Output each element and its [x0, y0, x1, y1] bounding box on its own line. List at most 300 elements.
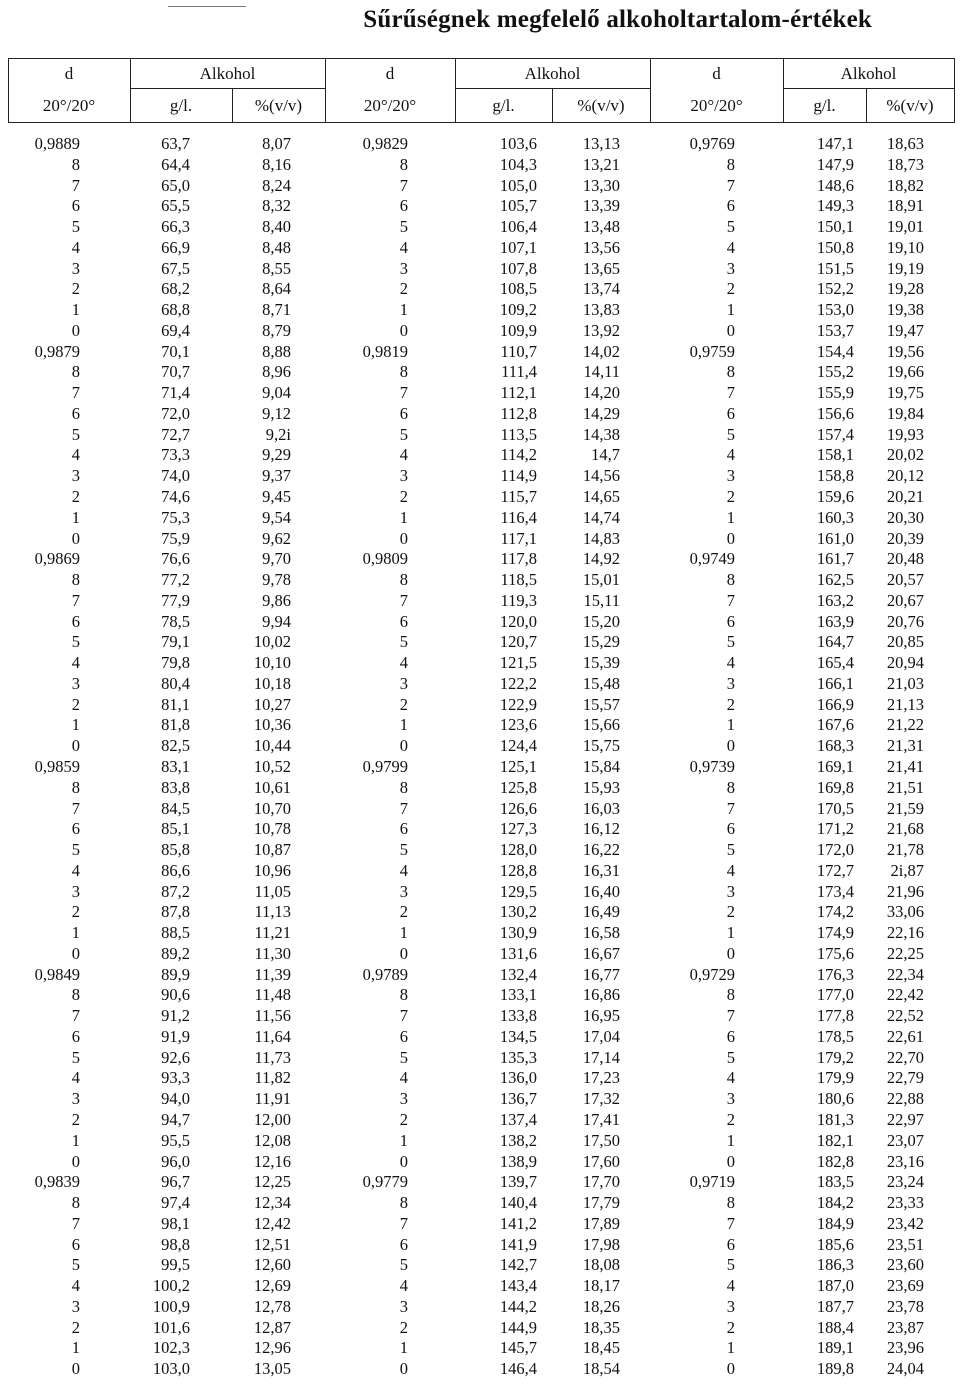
alcohol-gl-cell: 63,7 — [161, 134, 190, 153]
alcohol-gl-cell: 166,9 — [816, 694, 854, 714]
table-row — [0, 1255, 960, 1276]
alcohol-pct-cell: 10,36 — [253, 715, 291, 735]
alcohol-gl-cell: 97,4 — [161, 1193, 190, 1213]
density-cell: 2 — [399, 487, 408, 507]
alcohol-pct-cell: 18,08 — [582, 1255, 620, 1275]
alcohol-pct-cell: 18,17 — [582, 1276, 620, 1296]
table-row — [0, 425, 960, 446]
density-cell: 6 — [399, 403, 408, 423]
density-cell: 8 — [71, 985, 80, 1005]
table-row — [0, 549, 960, 570]
density-cell: 0 — [71, 943, 80, 963]
alcohol-gl-cell: 88,5 — [161, 923, 190, 943]
alcohol-pct-cell: 8,79 — [262, 320, 291, 340]
alcohol-pct-cell: 9,86 — [262, 590, 291, 610]
alcohol-gl-cell: 109,9 — [499, 320, 537, 340]
density-cell: 2 — [726, 1109, 735, 1129]
alcohol-pct-cell: 18,63 — [886, 134, 924, 153]
alcohol-pct-cell: 21,41 — [886, 756, 924, 776]
alcohol-pct-cell: 10,27 — [253, 694, 291, 714]
density-cell: 4 — [399, 445, 408, 465]
alcohol-pct-cell: 12,00 — [253, 1109, 291, 1129]
alcohol-pct-cell: 23,69 — [886, 1276, 924, 1296]
alcohol-pct-cell: 17,89 — [582, 1213, 620, 1233]
alcohol-pct-cell: 11,73 — [254, 1047, 291, 1067]
alcohol-pct-cell: 14,11 — [583, 362, 620, 382]
density-cell: 1 — [399, 923, 408, 943]
density-cell: 8 — [71, 777, 80, 797]
alcohol-gl-cell: 128,8 — [499, 860, 537, 880]
alcohol-pct-cell: 17,23 — [582, 1068, 620, 1088]
density-cell: 1 — [71, 923, 80, 943]
alcohol-pct-cell: 15,20 — [582, 611, 620, 631]
alcohol-pct-cell: 8,96 — [262, 362, 291, 382]
alcohol-gl-cell: 68,2 — [161, 279, 190, 299]
alcohol-pct-cell: 23,51 — [886, 1234, 924, 1254]
density-cell: 1 — [71, 507, 80, 527]
alcohol-pct-cell: 9,45 — [262, 487, 291, 507]
alcohol-pct-cell: 9,2i — [265, 424, 291, 444]
alcohol-gl-cell: 75,9 — [161, 528, 190, 548]
alcohol-gl-cell: 133,1 — [499, 985, 537, 1005]
density-cell: 8 — [399, 154, 408, 174]
density-cell: 0 — [726, 528, 735, 548]
alcohol-pct-cell: 19,10 — [886, 237, 924, 257]
density-cell: 8 — [726, 1193, 735, 1213]
alcohol-pct-cell: 14,92 — [582, 549, 620, 569]
density-cell: 1 — [71, 715, 80, 735]
alcohol-gl-cell: 168,3 — [816, 736, 854, 756]
header-d-3: d — [712, 64, 721, 83]
density-cell: 5 — [726, 217, 735, 237]
alcohol-pct-cell: 14,02 — [582, 341, 620, 361]
density-cell: 7 — [71, 383, 80, 403]
alcohol-pct-cell: 10,18 — [253, 673, 291, 693]
density-cell: 7 — [726, 175, 735, 195]
alcohol-pct-cell: 22,34 — [886, 964, 924, 984]
alcohol-pct-cell: 14,56 — [582, 466, 620, 486]
alcohol-pct-cell: 11,39 — [254, 964, 291, 984]
table-row — [0, 487, 960, 508]
density-cell: 0 — [399, 943, 408, 963]
alcohol-pct-cell: 20,02 — [886, 445, 924, 465]
density-cell: 5 — [71, 1047, 80, 1067]
density-cell: 8 — [726, 985, 735, 1005]
density-cell: 3 — [399, 258, 408, 278]
alcohol-gl-cell: 80,4 — [161, 673, 190, 693]
density-cell: 5 — [726, 632, 735, 652]
alcohol-gl-cell: 117,8 — [500, 549, 537, 569]
alcohol-gl-cell: 184,9 — [816, 1213, 854, 1233]
alcohol-gl-cell: 162,5 — [816, 570, 854, 590]
alcohol-pct-cell: 20,21 — [886, 487, 924, 507]
alcohol-pct-cell: 18,91 — [886, 196, 924, 216]
alcohol-pct-cell: 10,10 — [253, 653, 291, 673]
density-cell: 0,9849 — [34, 964, 80, 984]
table-row — [0, 902, 960, 923]
alcohol-gl-cell: 152,2 — [816, 279, 854, 299]
density-cell: 5 — [726, 840, 735, 860]
alcohol-pct-cell: 21,51 — [886, 777, 924, 797]
table-row — [0, 1089, 960, 1110]
alcohol-pct-cell: 8,32 — [262, 196, 291, 216]
alcohol-pct-cell: 12,42 — [253, 1213, 291, 1233]
alcohol-gl-cell: 96,7 — [161, 1172, 190, 1192]
alcohol-pct-cell: 16,49 — [582, 902, 620, 922]
density-cell: 5 — [71, 632, 80, 652]
alcohol-pct-cell: 14,65 — [582, 487, 620, 507]
alcohol-gl-cell: 189,8 — [816, 1359, 854, 1379]
table-row — [0, 1152, 960, 1173]
alcohol-pct-cell: 16,77 — [582, 964, 620, 984]
density-cell: 0 — [726, 1359, 735, 1379]
alcohol-pct-cell: 13,74 — [582, 279, 620, 299]
alcohol-gl-cell: 71,4 — [161, 383, 190, 403]
alcohol-gl-cell: 155,9 — [816, 383, 854, 403]
alcohol-gl-cell: 146,4 — [499, 1359, 537, 1379]
table-row — [0, 591, 960, 612]
density-cell: 3 — [399, 673, 408, 693]
table-row — [0, 840, 960, 861]
alcohol-pct-cell: 23,96 — [886, 1338, 924, 1358]
alcohol-pct-cell: 20,48 — [886, 549, 924, 569]
alcohol-pct-cell: 15,29 — [582, 632, 620, 652]
alcohol-gl-cell: 177,0 — [816, 985, 854, 1005]
table-row — [0, 445, 960, 466]
alcohol-gl-cell: 134,5 — [499, 1026, 537, 1046]
density-cell: 3 — [71, 258, 80, 278]
alcohol-gl-cell: 179,2 — [816, 1047, 854, 1067]
density-cell: 7 — [71, 1213, 80, 1233]
header-alkohol-3: Alkohol — [840, 64, 897, 83]
alcohol-pct-cell: 17,32 — [582, 1089, 620, 1109]
density-cell: 4 — [399, 860, 408, 880]
alcohol-gl-cell: 164,7 — [816, 632, 854, 652]
alcohol-gl-cell: 177,8 — [816, 1006, 854, 1026]
alcohol-gl-cell: 101,6 — [152, 1317, 190, 1337]
alcohol-pct-cell: 12,78 — [253, 1296, 291, 1316]
density-cell: 0 — [726, 1151, 735, 1171]
density-cell: 5 — [71, 840, 80, 860]
density-cell: 0,9839 — [34, 1172, 80, 1192]
density-cell: 2 — [399, 694, 408, 714]
header-pct-3: %(v/v) — [886, 96, 934, 115]
alcohol-pct-cell: 8,88 — [262, 341, 291, 361]
alcohol-gl-cell: 141,2 — [499, 1213, 537, 1233]
alcohol-gl-cell: 158,8 — [816, 466, 854, 486]
alcohol-pct-cell: 17,50 — [582, 1130, 620, 1150]
alcohol-gl-cell: 81,8 — [161, 715, 190, 735]
density-cell: 6 — [399, 196, 408, 216]
density-cell: 6 — [71, 403, 80, 423]
alcohol-gl-cell: 66,3 — [161, 217, 190, 237]
density-cell: 3 — [399, 881, 408, 901]
alcohol-pct-cell: 22,16 — [886, 923, 924, 943]
alcohol-pct-cell: 23,07 — [886, 1130, 924, 1150]
density-cell: 2 — [726, 902, 735, 922]
alcohol-pct-cell: 18,82 — [886, 175, 924, 195]
alcohol-gl-cell: 85,1 — [161, 819, 190, 839]
alcohol-pct-cell: 11,48 — [254, 985, 291, 1005]
alcohol-pct-cell: 10,61 — [253, 777, 291, 797]
alcohol-gl-cell: 185,6 — [816, 1234, 854, 1254]
alcohol-gl-cell: 65,5 — [161, 196, 190, 216]
density-cell: 7 — [71, 798, 80, 818]
alcohol-gl-cell: 176,3 — [816, 964, 854, 984]
alcohol-pct-cell: 10,02 — [253, 632, 291, 652]
alcohol-gl-cell: 98,1 — [161, 1213, 190, 1233]
density-cell: 5 — [399, 1255, 408, 1275]
alcohol-pct-cell: 13,65 — [582, 258, 620, 278]
density-cell: 6 — [726, 1026, 735, 1046]
density-cell: 0,9739 — [689, 756, 735, 776]
alcohol-gl-cell: 142,7 — [499, 1255, 537, 1275]
header-d-2: d — [385, 64, 395, 83]
alcohol-pct-cell: 9,62 — [262, 528, 291, 548]
header-bottom-rule — [8, 122, 954, 123]
density-cell: 3 — [399, 1296, 408, 1316]
density-cell: 1 — [399, 1130, 408, 1150]
alcohol-gl-cell: 70,7 — [161, 362, 190, 382]
alcohol-gl-cell: 153,7 — [816, 320, 854, 340]
alcohol-gl-cell: 64,4 — [161, 154, 190, 174]
header-border-right — [954, 58, 955, 123]
density-cell: 5 — [399, 840, 408, 860]
density-cell: 3 — [399, 1089, 408, 1109]
alcohol-pct-cell: 16,58 — [582, 923, 620, 943]
table-row — [0, 736, 960, 757]
alcohol-pct-cell: 23,78 — [886, 1296, 924, 1316]
alcohol-gl-cell: 169,1 — [816, 756, 854, 776]
alcohol-pct-cell: 21,68 — [886, 819, 924, 839]
header-mid-rule-1 — [130, 88, 325, 89]
alcohol-pct-cell: 12,51 — [253, 1234, 291, 1254]
alcohol-gl-cell: 74,6 — [161, 487, 190, 507]
alcohol-gl-cell: 112,8 — [500, 403, 537, 423]
density-cell: 1 — [726, 300, 735, 320]
table-header — [0, 58, 960, 124]
alcohol-gl-cell: 154,4 — [816, 341, 854, 361]
table-row — [0, 674, 960, 695]
alcohol-pct-cell: 14,83 — [582, 528, 620, 548]
table-row — [0, 176, 960, 197]
alcohol-pct-cell: 21,31 — [886, 736, 924, 756]
table-row — [0, 653, 960, 674]
table-row — [0, 715, 960, 736]
density-cell: 4 — [71, 1068, 80, 1088]
alcohol-gl-cell: 94,7 — [161, 1109, 190, 1129]
alcohol-gl-cell: 133,8 — [499, 1006, 537, 1026]
alcohol-gl-cell: 167,6 — [816, 715, 854, 735]
alcohol-pct-cell: 19,19 — [886, 258, 924, 278]
density-cell: 2 — [399, 279, 408, 299]
header-temp-2: 20°/20° — [363, 96, 417, 115]
density-cell: 5 — [399, 424, 408, 444]
density-cell: 7 — [399, 798, 408, 818]
density-cell: 4 — [71, 237, 80, 257]
density-cell: 1 — [399, 1338, 408, 1358]
alcohol-gl-cell: 141,9 — [499, 1234, 537, 1254]
alcohol-gl-cell: 69,4 — [161, 320, 190, 340]
alcohol-gl-cell: 122,2 — [499, 673, 537, 693]
density-cell: 6 — [399, 1026, 408, 1046]
density-cell: 7 — [726, 1006, 735, 1026]
density-cell: 8 — [71, 154, 80, 174]
table-row — [0, 861, 960, 882]
density-cell: 1 — [726, 1338, 735, 1358]
alcohol-gl-cell: 173,4 — [816, 881, 854, 901]
density-cell: 3 — [726, 673, 735, 693]
density-cell: 2 — [399, 1317, 408, 1337]
alcohol-gl-cell: 182,1 — [816, 1130, 854, 1150]
alcohol-gl-cell: 188,4 — [816, 1317, 854, 1337]
density-cell: 7 — [726, 798, 735, 818]
table-row — [0, 882, 960, 903]
density-cell: 0,9769 — [689, 134, 735, 153]
density-cell: 7 — [71, 175, 80, 195]
alcohol-gl-cell: 127,3 — [499, 819, 537, 839]
alcohol-gl-cell: 166,1 — [816, 673, 854, 693]
density-cell: 4 — [726, 653, 735, 673]
density-cell: 3 — [399, 466, 408, 486]
alcohol-gl-cell: 137,4 — [499, 1109, 537, 1129]
alcohol-pct-cell: 14,7 — [591, 445, 620, 465]
table-row — [0, 757, 960, 778]
density-cell: 8 — [71, 362, 80, 382]
header-pct-1: %(v/v) — [254, 96, 303, 115]
density-cell: 7 — [726, 1213, 735, 1233]
alcohol-pct-cell: 15,84 — [582, 756, 620, 776]
alcohol-pct-cell: 22,88 — [886, 1089, 924, 1109]
alcohol-pct-cell: 24,04 — [886, 1359, 924, 1379]
density-cell: 0 — [726, 943, 735, 963]
alcohol-pct-cell: 21,96 — [886, 881, 924, 901]
table-row — [0, 778, 960, 799]
alcohol-pct-cell: 10,78 — [253, 819, 291, 839]
header-top-rule — [8, 58, 954, 59]
alcohol-gl-cell: 149,3 — [816, 196, 854, 216]
alcohol-gl-cell: 100,9 — [152, 1296, 190, 1316]
density-cell: 8 — [726, 570, 735, 590]
density-cell: 8 — [726, 362, 735, 382]
density-cell: 7 — [726, 590, 735, 610]
alcohol-pct-cell: 11,91 — [254, 1089, 291, 1109]
alcohol-pct-cell: 15,93 — [582, 777, 620, 797]
density-cell: 8 — [71, 1193, 80, 1213]
alcohol-pct-cell: 9,78 — [262, 570, 291, 590]
density-cell: 8 — [399, 777, 408, 797]
alcohol-gl-cell: 96,0 — [161, 1151, 190, 1171]
alcohol-pct-cell: 10,96 — [253, 860, 291, 880]
alcohol-pct-cell: 16,40 — [582, 881, 620, 901]
density-cell: 7 — [399, 1006, 408, 1026]
alcohol-gl-cell: 124,4 — [499, 736, 537, 756]
density-cell: 0 — [71, 1151, 80, 1171]
alcohol-gl-cell: 163,2 — [816, 590, 854, 610]
density-cell: 0 — [399, 320, 408, 340]
table-row — [0, 342, 960, 363]
alcohol-gl-cell: 131,6 — [499, 943, 537, 963]
alcohol-gl-cell: 171,2 — [816, 819, 854, 839]
header-gl-2: g/l. — [492, 96, 515, 115]
alcohol-gl-cell: 128,0 — [499, 840, 537, 860]
density-cell: 2 — [71, 1109, 80, 1129]
alcohol-gl-cell: 139,7 — [499, 1172, 537, 1192]
alcohol-pct-cell: 20,12 — [886, 466, 924, 486]
table-row — [0, 612, 960, 633]
alcohol-pct-cell: 12,08 — [253, 1130, 291, 1150]
alcohol-pct-cell: 15,01 — [582, 570, 620, 590]
alcohol-pct-cell: 9,12 — [262, 403, 291, 423]
alcohol-gl-cell: 87,2 — [161, 881, 190, 901]
density-cell: 6 — [71, 1026, 80, 1046]
alcohol-pct-cell: 12,60 — [253, 1255, 291, 1275]
alcohol-pct-cell: 23,60 — [886, 1255, 924, 1275]
alcohol-pct-cell: 10,52 — [253, 756, 291, 776]
table-row — [0, 362, 960, 383]
alcohol-pct-cell: 16,31 — [582, 860, 620, 880]
density-cell: 2 — [399, 1109, 408, 1129]
table-row — [0, 965, 960, 986]
alcohol-pct-cell: 15,11 — [583, 590, 620, 610]
alcohol-pct-cell: 22,97 — [886, 1109, 924, 1129]
alcohol-gl-cell: 165,4 — [816, 653, 854, 673]
density-cell: 6 — [726, 196, 735, 216]
alcohol-gl-cell: 105,7 — [499, 196, 537, 216]
alcohol-gl-cell: 187,0 — [816, 1276, 854, 1296]
alcohol-gl-cell: 93,3 — [161, 1068, 190, 1088]
alcohol-pct-cell: 11,21 — [254, 923, 291, 943]
alcohol-gl-cell: 103,0 — [152, 1359, 190, 1379]
alcohol-pct-cell: 16,95 — [582, 1006, 620, 1026]
alcohol-pct-cell: 17,98 — [582, 1234, 620, 1254]
alcohol-gl-cell: 107,8 — [499, 258, 537, 278]
table-row — [0, 923, 960, 944]
alcohol-pct-cell: 13,39 — [582, 196, 620, 216]
header-gl-3: g/l. — [813, 96, 836, 115]
density-cell: 8 — [399, 570, 408, 590]
density-cell: 0 — [726, 320, 735, 340]
alcohol-gl-cell: 184,2 — [816, 1193, 854, 1213]
alcohol-gl-cell: 130,9 — [499, 923, 537, 943]
density-cell: 0 — [71, 1359, 80, 1379]
alcohol-pct-cell: 11,64 — [254, 1026, 291, 1046]
density-cell: 4 — [71, 445, 80, 465]
alcohol-pct-cell: 23,87 — [886, 1317, 924, 1337]
table-row — [0, 819, 960, 840]
density-cell: 6 — [399, 819, 408, 839]
alcohol-pct-cell: 12,96 — [253, 1338, 291, 1358]
alcohol-pct-cell: 21,78 — [886, 840, 924, 860]
density-cell: 0 — [399, 528, 408, 548]
alcohol-gl-cell: 136,7 — [499, 1089, 537, 1109]
table-row — [0, 1048, 960, 1069]
density-cell: 3 — [726, 466, 735, 486]
alcohol-gl-cell: 150,8 — [816, 237, 854, 257]
alcohol-pct-cell: 14,20 — [582, 383, 620, 403]
alcohol-gl-cell: 153,0 — [816, 300, 854, 320]
density-cell: 3 — [726, 1296, 735, 1316]
density-cell: 0 — [726, 736, 735, 756]
alcohol-gl-cell: 86,6 — [161, 860, 190, 880]
alcohol-pct-cell: 18,35 — [582, 1317, 620, 1337]
alcohol-pct-cell: 19,66 — [886, 362, 924, 382]
alcohol-pct-cell: 22,61 — [886, 1026, 924, 1046]
density-cell: 1 — [71, 300, 80, 320]
table-row — [0, 1068, 960, 1089]
alcohol-pct-cell: 19,84 — [886, 403, 924, 423]
alcohol-gl-cell: 81,1 — [161, 694, 190, 714]
